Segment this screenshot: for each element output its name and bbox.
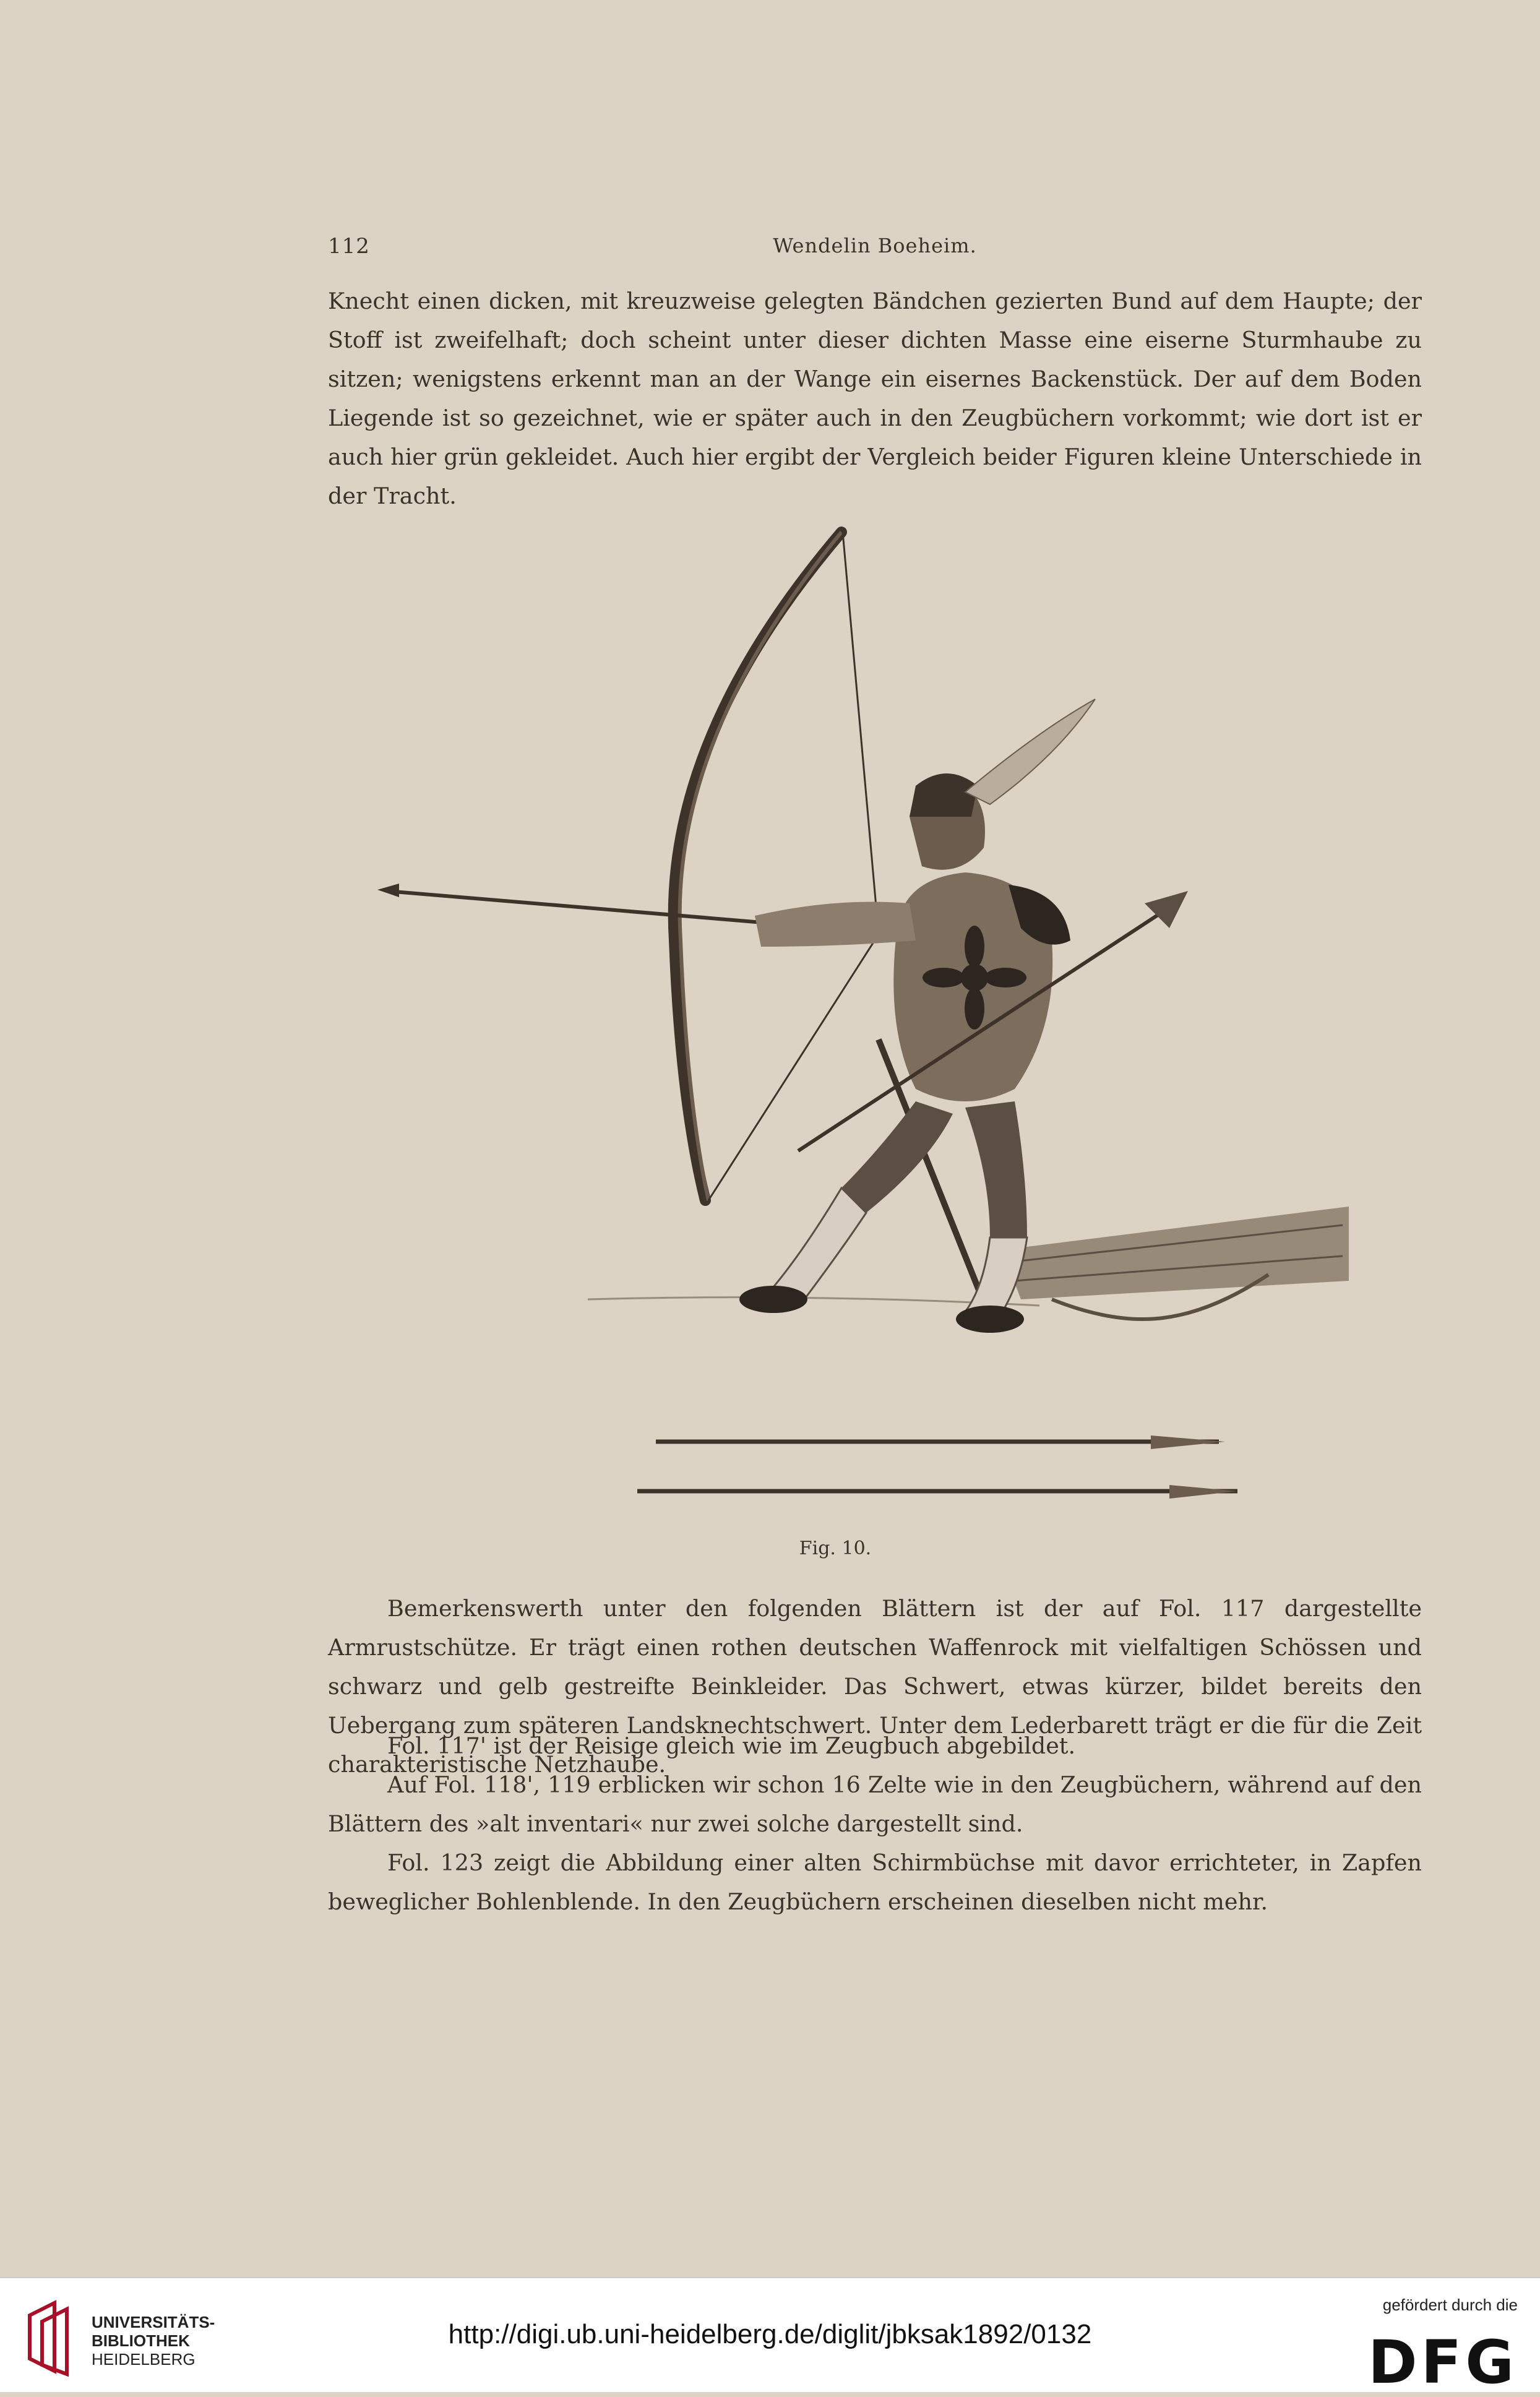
paragraph-3: Fol. 117' ist der Reisige gleich wie im Zeugbuch abgebildet. [387, 1732, 1076, 1759]
running-head-author: Wendelin Boeheim. [773, 234, 977, 257]
funding-label: gefördert durch die [1382, 2296, 1518, 2314]
paragraph-5: Fol. 123 zeigt die Abbildung einer alten Schirmbüchse mit davor errichteter, in Zapfen beweglicher Bohlenblende. In den Zeugbüchern erscheinen dieselben nicht mehr. [328, 1849, 1422, 1915]
figure-caption: Fig. 10. [799, 1538, 872, 1559]
page-number: 112 [328, 234, 370, 259]
archer-illustration [371, 495, 1361, 1547]
running-header [328, 234, 1422, 271]
paragraph-4: Auf Fol. 118', 119 erblicken wir schon 16 Zelte wie in den Zeugbüchern, während auf den Blättern des »alt inventari« nur zwei solche dargestellt sind. [328, 1771, 1422, 1837]
viewer-footer [0, 2277, 1540, 2397]
library-name-line1: UNIVERSITÄTS- [92, 2313, 215, 2331]
paragraph-2: Bemerkenswerth unter den folgenden Blättern ist der auf Fol. 117 dargestellte Armrustschütze. Er trägt einen rothen deutschen Waffenrock mit vielfaltigen Schössen und schwarz und gelb gestreifte Beinkleider. Das Schwert, etwas kürzer, bildet bereits den Uebergang zum späteren Landsknechtschwert. Unter dem Lederbarett trägt er die für die Zeit charakteristische Netzhaube. [328, 1595, 1422, 1778]
library-name-line2: BIBLIOTHEK [92, 2331, 190, 2350]
paragraph-1: Knecht einen dicken, mit kreuzweise gelegten Bändchen gezierten Bund auf dem Haupte; der Stoff ist zweifelhaft; doch scheint unter dieser dichten Masse eine eiserne Sturmhaube zu sitzen; wenigstens erkennt man an der Wange ein eisernes Backenstück. Der auf dem Boden Liegende ist so gezeichnet, wie er später auch in den Zeugbüchern vorkommt; wie dort ist er auch hier grün gekleidet. Auch hier ergibt der Vergleich beider Figuren kleine Unterschiede in der Tracht. [328, 288, 1422, 509]
permalink-url[interactable]: http://digi.ub.uni-heidelberg.de/diglit/jbksak1892/0132 [448, 2319, 1092, 2349]
dfg-logo: DFG [1367, 2328, 1518, 2397]
library-name-line3: HEIDELBERG [92, 2350, 196, 2369]
